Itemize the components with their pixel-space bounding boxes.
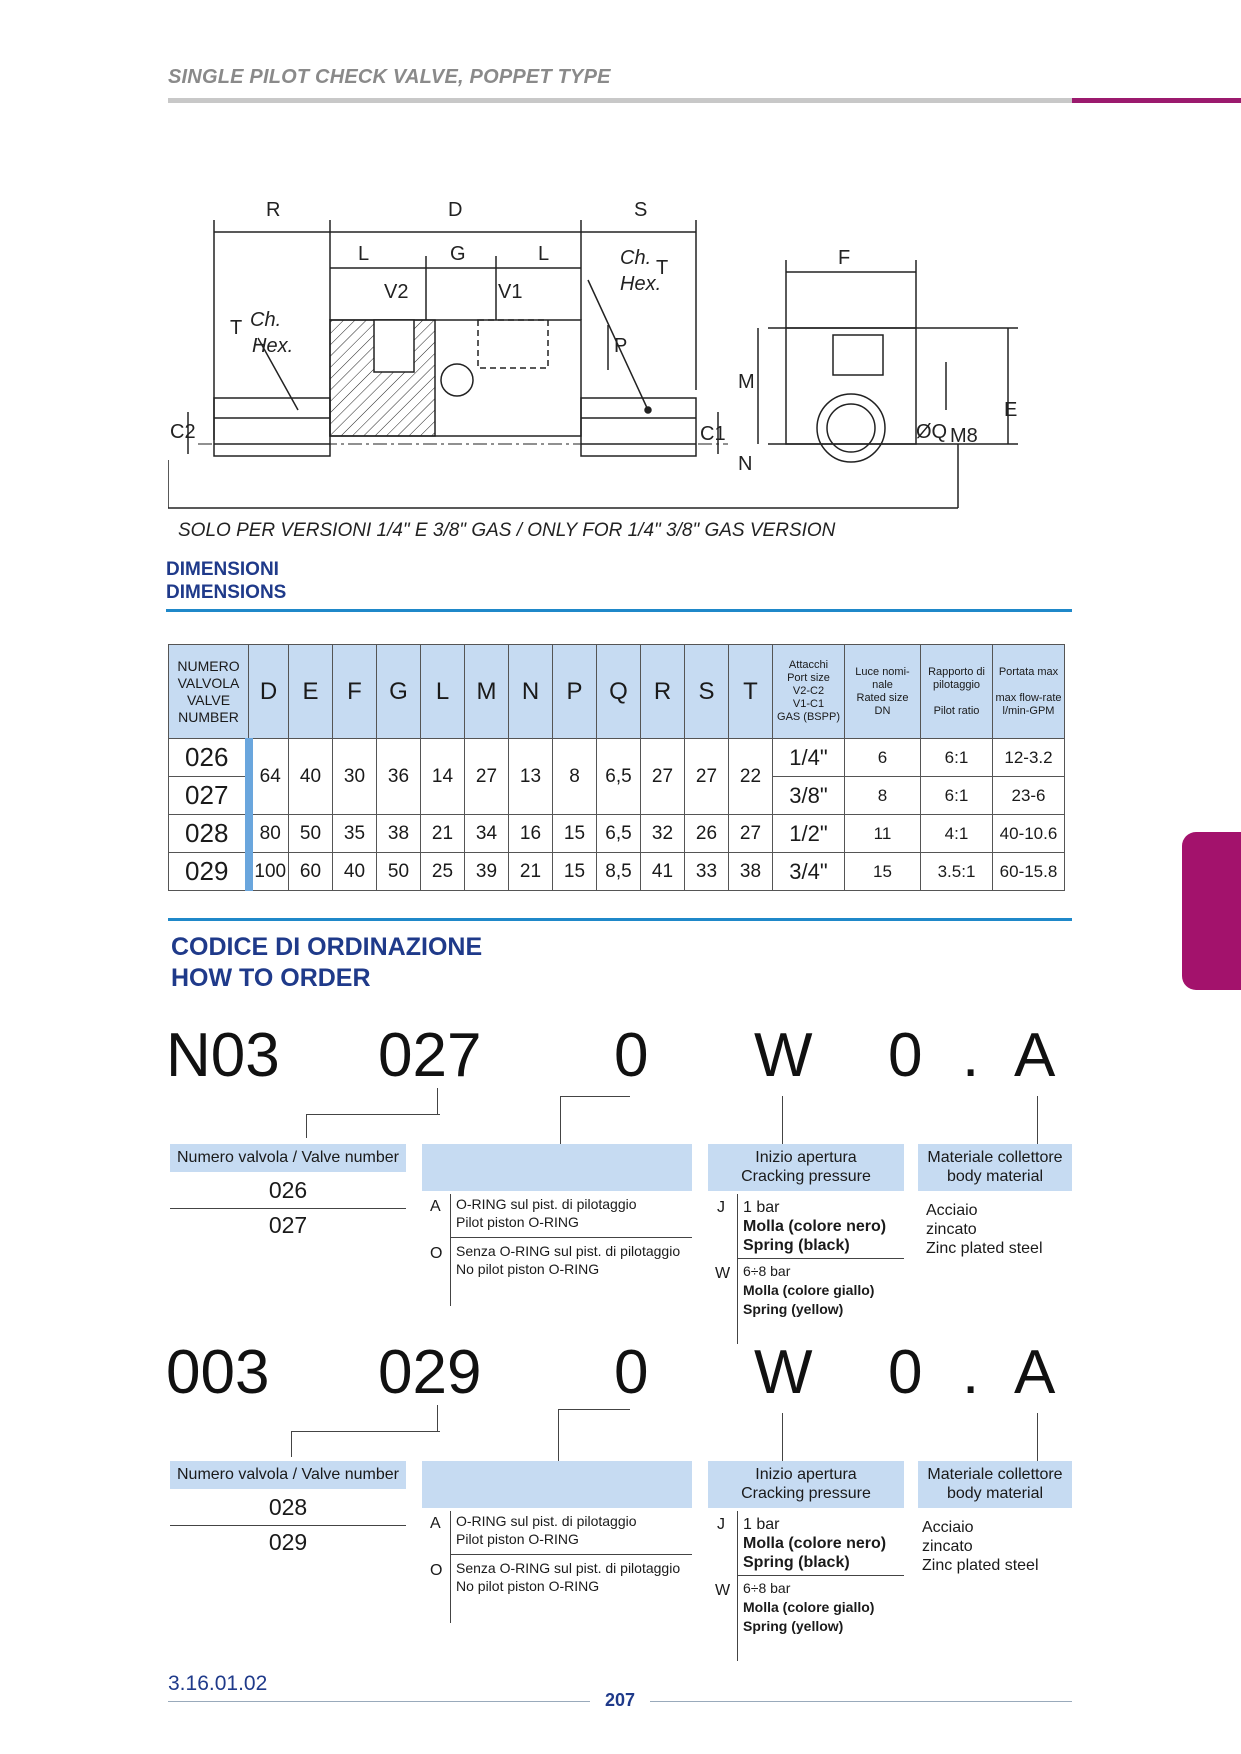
- table-row: [169, 815, 1065, 853]
- dim-label-v1: V1: [498, 281, 523, 303]
- code-dot: .: [962, 1021, 980, 1090]
- row-code: 026: [169, 739, 249, 777]
- divider: [170, 1208, 406, 1209]
- oring-a-letter: A: [430, 1198, 441, 1215]
- material-line-1: Acciaio: [926, 1202, 978, 1219]
- cracking-title-en: Cracking pressure: [741, 1168, 871, 1185]
- material-line-1: Acciaio: [922, 1519, 974, 1536]
- material-label-box: [918, 1461, 1072, 1508]
- row-code: 027: [169, 777, 249, 815]
- oring-a-en: Pilot piston O-RING: [456, 1531, 579, 1547]
- material-line-3: Zinc plated steel: [926, 1240, 1043, 1257]
- cell-l: 14: [421, 739, 465, 815]
- dim-label-p: P: [614, 335, 628, 357]
- material-label-box: [918, 1144, 1072, 1191]
- header-port-size: Attacchi Port size V2-C2 V1-C1 GAS (BSPP): [773, 645, 845, 739]
- cracking-w-en: Spring (yellow): [743, 1618, 844, 1634]
- dim-label-d: D: [448, 199, 463, 221]
- row-code: 029: [169, 853, 249, 891]
- dim-label-c2: C2: [170, 421, 196, 443]
- dim-label-m8: M8: [950, 425, 978, 447]
- cracking-title-it: Inizio apertura: [755, 1466, 857, 1483]
- cell-t: 22: [729, 739, 773, 815]
- oring-o-en: No pilot piston O-RING: [456, 1578, 600, 1594]
- dim-label-f: F: [838, 247, 851, 269]
- code-series: 003: [166, 1338, 270, 1407]
- header-p: P: [553, 645, 597, 739]
- cell-l: 25: [421, 853, 465, 891]
- header-g: G: [377, 645, 421, 739]
- divider: [737, 1258, 904, 1259]
- material-title-en: body material: [946, 1168, 1044, 1185]
- material-line-2: zincato: [926, 1221, 977, 1238]
- dim-label-hex-right: Hex.: [620, 273, 662, 295]
- code-cracking: W: [754, 1021, 813, 1090]
- cell-ratio: 6:1: [921, 777, 993, 815]
- cell-l: 21: [421, 815, 465, 853]
- cracking-j-letter: J: [717, 1516, 725, 1533]
- connector-material: [996, 1413, 1038, 1463]
- order-title-en: HOW TO ORDER: [171, 964, 371, 992]
- cracking-j-it: Molla (colore nero): [743, 1218, 887, 1235]
- cell-dn: 8: [845, 777, 921, 815]
- dim-label-l-right: L: [538, 243, 550, 265]
- cracking-w-value: 6÷8 bar: [743, 1580, 791, 1596]
- cell-s: 33: [685, 853, 729, 891]
- valve-number-label: Numero valvola / Valve number: [170, 1461, 406, 1489]
- valve-number-option: 028: [268, 1494, 308, 1520]
- header-pilot-ratio: Rapporto di pilotaggio Pilot ratio: [921, 645, 993, 739]
- divider: [737, 1511, 738, 1661]
- cell-e: 60: [289, 853, 333, 891]
- code-material: A: [1014, 1338, 1056, 1407]
- cracking-label-box: [708, 1144, 904, 1191]
- code-material: A: [1014, 1021, 1056, 1090]
- code-dot: .: [962, 1338, 980, 1407]
- table-row: [169, 853, 1065, 891]
- order-title-it: CODICE DI ORDINAZIONE: [171, 933, 483, 961]
- oring-o-en: No pilot piston O-RING: [456, 1261, 600, 1277]
- header-q: Q: [597, 645, 641, 739]
- footer-rule-left: [168, 1701, 590, 1702]
- cell-n: 16: [509, 815, 553, 853]
- cell-t: 27: [729, 815, 773, 853]
- dim-label-q: ØQ: [916, 421, 948, 443]
- header-t: T: [729, 645, 773, 739]
- header-n: N: [509, 645, 553, 739]
- dimensions-rule: [166, 609, 1072, 612]
- dim-label-v2: V2: [384, 281, 409, 303]
- connector-valve-up: [437, 1405, 438, 1431]
- cell-dn: 11: [845, 815, 921, 853]
- cell-ratio: 3.5:1: [921, 853, 993, 891]
- cracking-j-value: 1 bar: [743, 1516, 780, 1533]
- oring-o-letter: O: [430, 1562, 443, 1579]
- code-zero: 0: [888, 1021, 923, 1090]
- row-code: 028: [169, 815, 249, 853]
- valve-number-label: Numero valvola / Valve number: [170, 1144, 406, 1172]
- cell-f: 40: [333, 853, 377, 891]
- valve-number-option: 026: [268, 1177, 308, 1203]
- dim-label-g: G: [450, 243, 466, 265]
- header-rule: [168, 98, 1072, 103]
- cracking-j-en: Spring (black): [743, 1237, 850, 1254]
- cell-flow: 12-3.2: [993, 739, 1065, 777]
- footer-document-code: 3.16.01.02: [168, 1672, 268, 1695]
- cell-port: 3/8": [773, 777, 845, 815]
- header-s: S: [685, 645, 729, 739]
- code-series: N03: [166, 1021, 280, 1090]
- cell-ratio: 4:1: [921, 815, 993, 853]
- header-r: R: [641, 645, 685, 739]
- dim-label-c1: C1: [700, 423, 726, 445]
- cell-e: 50: [289, 815, 333, 853]
- cell-p: 15: [553, 853, 597, 891]
- cell-q: 8,5: [597, 853, 641, 891]
- cracking-w-it: Molla (colore giallo): [743, 1599, 875, 1615]
- code-valve-number: 027: [378, 1021, 482, 1090]
- cell-g: 50: [377, 853, 421, 891]
- divider: [450, 1194, 451, 1306]
- header-l: L: [421, 645, 465, 739]
- cell-g: 38: [377, 815, 421, 853]
- cracking-label-box: [708, 1461, 904, 1508]
- connector-valve-up: [437, 1088, 438, 1114]
- dimensions-title-it: DIMENSIONI: [166, 559, 279, 580]
- dimensions-table: [168, 644, 1065, 891]
- cell-d: 64: [249, 739, 289, 815]
- page-number: 207: [605, 1690, 636, 1710]
- dim-label-t-left: T: [230, 317, 243, 339]
- connector-valve: [306, 1114, 440, 1138]
- drawing-note: SOLO PER VERSIONI 1/4" E 3/8" GAS / ONLY FOR 1/4" 3/8" GAS VERSION: [178, 520, 836, 541]
- divider: [737, 1194, 738, 1344]
- cracking-j-letter: J: [717, 1199, 725, 1216]
- cell-q: 6,5: [597, 815, 641, 853]
- oring-label-box: [422, 1144, 692, 1191]
- cell-e: 40: [289, 739, 333, 815]
- header-rated-size: Luce nomi- nale Rated size DN: [845, 645, 921, 739]
- code-valve-number: 029: [378, 1338, 482, 1407]
- dim-label-s: S: [634, 199, 648, 221]
- dimensions-title-en: DIMENSIONS: [166, 582, 287, 603]
- cell-g: 36: [377, 739, 421, 815]
- dim-label-l-left: L: [358, 243, 370, 265]
- cell-r: 41: [641, 853, 685, 891]
- cell-dn: 15: [845, 853, 921, 891]
- divider: [450, 1511, 451, 1623]
- header-m: M: [465, 645, 509, 739]
- section-side-tab: [1182, 832, 1241, 990]
- header-e: E: [289, 645, 333, 739]
- cracking-w-value: 6÷8 bar: [743, 1263, 791, 1279]
- dim-label-ch-right: Ch.: [620, 247, 652, 269]
- order-title: [171, 932, 482, 994]
- cell-port: 1/4": [773, 739, 845, 777]
- oring-o-it: Senza O-RING sul pist. di pilotaggio: [456, 1243, 681, 1259]
- cracking-j-it: Molla (colore nero): [743, 1535, 887, 1552]
- page-header-title: SINGLE PILOT CHECK VALVE, POPPET TYPE: [168, 66, 611, 88]
- divider: [737, 1575, 904, 1576]
- code-cracking: W: [754, 1338, 813, 1407]
- cell-m: 27: [465, 739, 509, 815]
- cell-flow: 40-10.6: [993, 815, 1065, 853]
- divider: [450, 1554, 692, 1555]
- connector-cracking: [782, 1096, 804, 1146]
- cell-d: 100: [249, 853, 289, 891]
- material-title-it: Materiale collettore: [927, 1149, 1063, 1166]
- dim-label-r: R: [266, 199, 281, 221]
- connector-valve: [291, 1431, 440, 1457]
- header-max-flow: Portata max max flow-rate l/min-GPM: [993, 645, 1065, 739]
- dimensions-title: [166, 558, 286, 604]
- cracking-w-letter: W: [715, 1582, 731, 1599]
- cell-n: 21: [509, 853, 553, 891]
- cell-flow: 23-6: [993, 777, 1065, 815]
- dim-label-ch-left: Ch.: [250, 309, 282, 331]
- header-f: F: [333, 645, 377, 739]
- oring-o-it: Senza O-RING sul pist. di pilotaggio: [456, 1560, 681, 1576]
- code-oring: 0: [614, 1021, 649, 1090]
- cell-f: 35: [333, 815, 377, 853]
- cell-r: 27: [641, 739, 685, 815]
- oring-o-letter: O: [430, 1245, 443, 1262]
- divider: [170, 1525, 406, 1526]
- oring-a-en: Pilot piston O-RING: [456, 1214, 579, 1230]
- cracking-w-letter: W: [715, 1265, 731, 1282]
- material-line-3: Zinc plated steel: [922, 1557, 1039, 1574]
- cell-t: 38: [729, 853, 773, 891]
- cracking-title-en: Cracking pressure: [741, 1485, 871, 1502]
- cell-ratio: 6:1: [921, 739, 993, 777]
- cracking-j-value: 1 bar: [743, 1199, 780, 1216]
- table-row: [169, 739, 1065, 777]
- cell-d: 80: [249, 815, 289, 853]
- cracking-j-en: Spring (black): [743, 1554, 850, 1571]
- cell-f: 30: [333, 739, 377, 815]
- cell-dn: 6: [845, 739, 921, 777]
- dim-label-t-right: T: [656, 257, 669, 279]
- cell-m: 34: [465, 815, 509, 853]
- cell-r: 32: [641, 815, 685, 853]
- dim-label-m: M: [738, 371, 755, 393]
- valve-number-option: 029: [268, 1529, 308, 1555]
- cell-p: 15: [553, 815, 597, 853]
- valve-number-option: 027: [268, 1212, 308, 1238]
- order-rule: [168, 918, 1072, 921]
- oring-a-it: O-RING sul pist. di pilotaggio: [456, 1196, 637, 1212]
- material-title-it: Materiale collettore: [927, 1466, 1063, 1483]
- header-rule-accent: [1072, 98, 1241, 103]
- code-oring: 0: [614, 1338, 649, 1407]
- cell-port: 3/4": [773, 853, 845, 891]
- cracking-w-it: Molla (colore giallo): [743, 1282, 875, 1298]
- cell-p: 8: [553, 739, 597, 815]
- oring-label-box: [422, 1461, 692, 1508]
- divider: [450, 1237, 692, 1238]
- cell-s: 26: [685, 815, 729, 853]
- cell-s: 27: [685, 739, 729, 815]
- dim-label-e: E: [1004, 399, 1018, 421]
- cracking-title-it: Inizio apertura: [755, 1149, 857, 1166]
- cell-q: 6,5: [597, 739, 641, 815]
- technical-drawing: [168, 190, 1068, 550]
- oring-a-it: O-RING sul pist. di pilotaggio: [456, 1513, 637, 1529]
- cracking-w-en: Spring (yellow): [743, 1301, 844, 1317]
- connector-material: [996, 1096, 1038, 1146]
- cell-m: 39: [465, 853, 509, 891]
- material-title-en: body material: [946, 1485, 1044, 1502]
- dim-label-hex-left: Hex.: [252, 335, 294, 357]
- material-line-2: zincato: [922, 1538, 973, 1555]
- footer-rule-right: [650, 1701, 1072, 1702]
- dim-label-n: N: [738, 453, 753, 475]
- cell-port: 1/2": [773, 815, 845, 853]
- cell-flow: 60-15.8: [993, 853, 1065, 891]
- header-valve-number: NUMERO VALVOLA VALVE NUMBER: [169, 645, 249, 739]
- code-zero: 0: [888, 1338, 923, 1407]
- header-d: D: [249, 645, 289, 739]
- cell-n: 13: [509, 739, 553, 815]
- oring-a-letter: A: [430, 1515, 441, 1532]
- connector-cracking: [782, 1413, 804, 1463]
